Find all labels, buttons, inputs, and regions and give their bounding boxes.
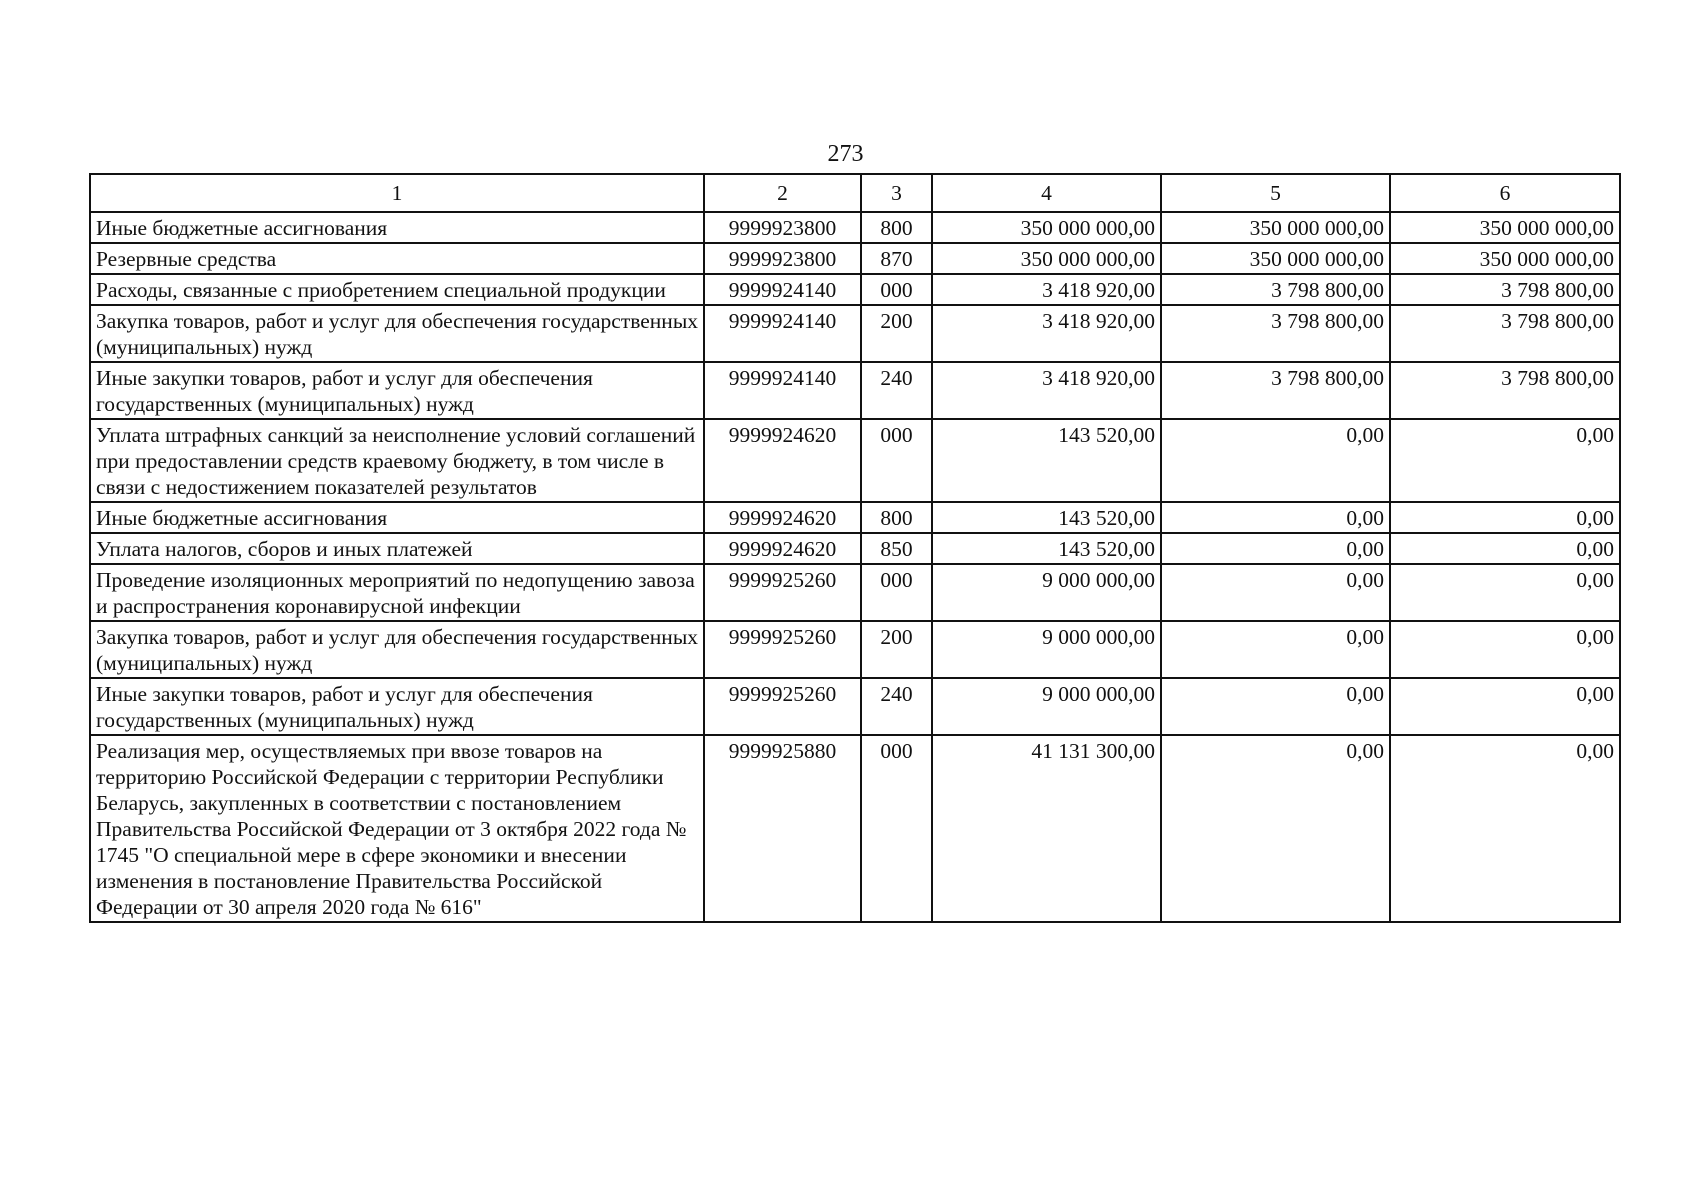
column-header: 6 — [1390, 174, 1620, 212]
row-amount-col6: 350 000 000,00 — [1390, 243, 1620, 274]
row-code: 9999925260 — [704, 564, 861, 621]
row-amount-col5: 0,00 — [1161, 419, 1390, 502]
row-name: Уплата штрафных санкций за неисполнение условий соглашений при предоставлении средств краевому бюджету, в том числе в связи с недостижением показателей результатов — [90, 419, 704, 502]
row-code: 9999924140 — [704, 362, 861, 419]
row-amount-col5: 0,00 — [1161, 735, 1390, 922]
row-name: Реализация мер, осуществляемых при ввозе товаров на территорию Российской Федерации с территории Республики Беларусь, закупленных в соответствии с постановлением Правительства Российской Федерации от 3 октября 2022 года № 1745 "О специальной мере в сфере экономики и внесении изменения в постановление Правительства Российской Федерации от 30 апреля 2020 года № 616" — [90, 735, 704, 922]
table-header-row — [90, 174, 1620, 212]
row-expense-type: 000 — [861, 735, 932, 922]
row-expense-type: 800 — [861, 502, 932, 533]
row-amount-col5: 0,00 — [1161, 502, 1390, 533]
table-row — [90, 678, 1620, 735]
row-code: 9999924620 — [704, 419, 861, 502]
row-expense-type: 200 — [861, 621, 932, 678]
row-expense-type: 240 — [861, 362, 932, 419]
row-amount-col4: 143 520,00 — [932, 419, 1161, 502]
row-amount-col4: 3 418 920,00 — [932, 305, 1161, 362]
table-row — [90, 564, 1620, 621]
row-name: Уплата налогов, сборов и иных платежей — [90, 533, 704, 564]
row-expense-type: 870 — [861, 243, 932, 274]
row-amount-col6: 3 798 800,00 — [1390, 305, 1620, 362]
table-row — [90, 502, 1620, 533]
row-amount-col6: 3 798 800,00 — [1390, 274, 1620, 305]
row-code: 9999925260 — [704, 678, 861, 735]
table-row — [90, 305, 1620, 362]
row-name: Иные бюджетные ассигнования — [90, 212, 704, 243]
page-number: 273 — [827, 141, 864, 167]
column-header: 2 — [704, 174, 861, 212]
row-amount-col4: 9 000 000,00 — [932, 564, 1161, 621]
row-amount-col5: 0,00 — [1161, 564, 1390, 621]
row-name: Резервные средства — [90, 243, 704, 274]
row-amount-col6: 0,00 — [1390, 621, 1620, 678]
row-expense-type: 240 — [861, 678, 932, 735]
row-amount-col6: 0,00 — [1390, 502, 1620, 533]
row-amount-col5: 3 798 800,00 — [1161, 362, 1390, 419]
row-amount-col6: 0,00 — [1390, 564, 1620, 621]
row-amount-col4: 3 418 920,00 — [932, 274, 1161, 305]
table-row — [90, 274, 1620, 305]
row-amount-col5: 0,00 — [1161, 678, 1390, 735]
row-code: 9999924140 — [704, 305, 861, 362]
row-name: Проведение изоляционных мероприятий по недопущению завоза и распространения коронавирусной инфекции — [90, 564, 704, 621]
row-amount-col5: 350 000 000,00 — [1161, 243, 1390, 274]
row-amount-col6: 0,00 — [1390, 678, 1620, 735]
row-name: Расходы, связанные с приобретением специальной продукции — [90, 274, 704, 305]
column-header: 4 — [932, 174, 1161, 212]
budget-table — [89, 173, 1621, 923]
row-amount-col5: 0,00 — [1161, 621, 1390, 678]
row-amount-col4: 143 520,00 — [932, 502, 1161, 533]
table-row — [90, 362, 1620, 419]
row-expense-type: 200 — [861, 305, 932, 362]
row-expense-type: 000 — [861, 419, 932, 502]
table-row — [90, 533, 1620, 564]
row-amount-col6: 0,00 — [1390, 533, 1620, 564]
row-code: 9999923800 — [704, 212, 861, 243]
table-row — [90, 735, 1620, 922]
row-name: Закупка товаров, работ и услуг для обеспечения государственных (муниципальных) нужд — [90, 621, 704, 678]
row-code: 9999924620 — [704, 502, 861, 533]
table-row — [90, 212, 1620, 243]
table-row — [90, 243, 1620, 274]
row-amount-col4: 350 000 000,00 — [932, 212, 1161, 243]
row-amount-col5: 0,00 — [1161, 533, 1390, 564]
row-code: 9999923800 — [704, 243, 861, 274]
row-code: 9999925880 — [704, 735, 861, 922]
column-header: 3 — [861, 174, 932, 212]
row-expense-type: 000 — [861, 564, 932, 621]
row-code: 9999925260 — [704, 621, 861, 678]
row-code: 9999924620 — [704, 533, 861, 564]
row-amount-col4: 350 000 000,00 — [932, 243, 1161, 274]
row-expense-type: 000 — [861, 274, 932, 305]
row-expense-type: 850 — [861, 533, 932, 564]
row-amount-col5: 3 798 800,00 — [1161, 305, 1390, 362]
row-amount-col5: 3 798 800,00 — [1161, 274, 1390, 305]
column-header: 1 — [90, 174, 704, 212]
row-amount-col6: 0,00 — [1390, 419, 1620, 502]
row-name: Иные закупки товаров, работ и услуг для обеспечения государственных (муниципальных) нужд — [90, 678, 704, 735]
row-amount-col6: 350 000 000,00 — [1390, 212, 1620, 243]
row-amount-col4: 9 000 000,00 — [932, 621, 1161, 678]
row-amount-col4: 3 418 920,00 — [932, 362, 1161, 419]
row-amount-col6: 0,00 — [1390, 735, 1620, 922]
row-amount-col6: 3 798 800,00 — [1390, 362, 1620, 419]
row-amount-col4: 143 520,00 — [932, 533, 1161, 564]
table-row — [90, 419, 1620, 502]
row-name: Иные бюджетные ассигнования — [90, 502, 704, 533]
row-amount-col4: 9 000 000,00 — [932, 678, 1161, 735]
table-row — [90, 621, 1620, 678]
column-header: 5 — [1161, 174, 1390, 212]
row-code: 9999924140 — [704, 274, 861, 305]
row-name: Закупка товаров, работ и услуг для обеспечения государственных (муниципальных) нужд — [90, 305, 704, 362]
row-expense-type: 800 — [861, 212, 932, 243]
row-amount-col4: 41 131 300,00 — [932, 735, 1161, 922]
row-amount-col5: 350 000 000,00 — [1161, 212, 1390, 243]
row-name: Иные закупки товаров, работ и услуг для обеспечения государственных (муниципальных) нужд — [90, 362, 704, 419]
